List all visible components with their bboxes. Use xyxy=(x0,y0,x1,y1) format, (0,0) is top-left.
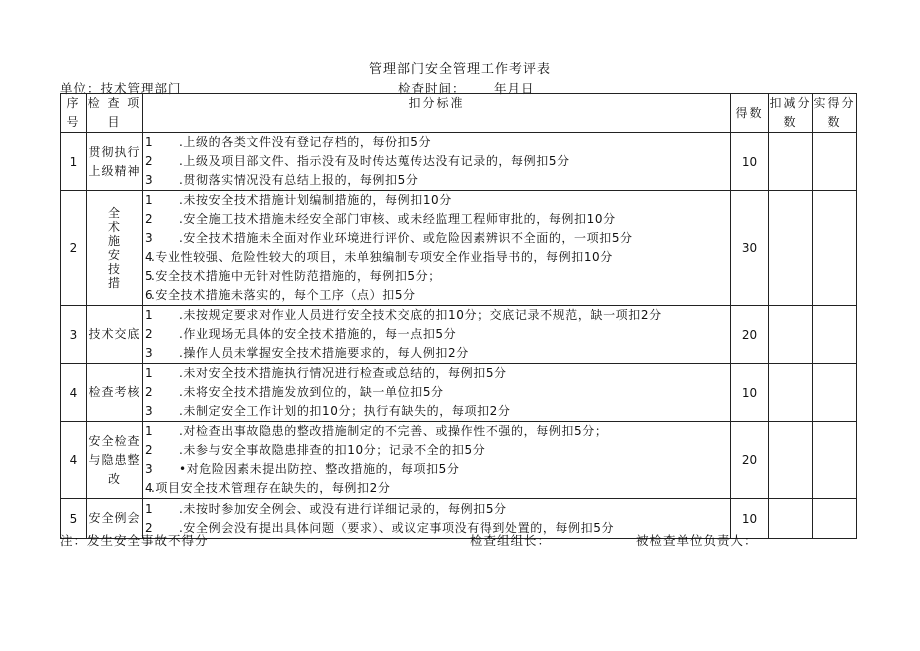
criterion-text: .未制定安全工作计划的扣10分；执行有缺失的，每项扣2分 xyxy=(179,404,511,418)
criterion-text: .安全例会没有提出具体问题（要求）、或议定事项没有得到处置的，每例扣5分 xyxy=(179,520,615,535)
row-deduct-cell xyxy=(769,422,813,499)
criterion xyxy=(143,267,730,286)
criterion-number: 4 xyxy=(145,250,154,264)
criterion-number: 3 xyxy=(145,462,154,476)
criterion xyxy=(143,133,730,152)
criterion-number: 3 xyxy=(145,346,154,360)
criterion-number: 3 xyxy=(145,173,154,187)
check-time-label: 检查时间： xyxy=(398,81,466,96)
row-criteria xyxy=(143,306,731,364)
criterion-number: 2 xyxy=(145,327,154,341)
criterion-text: .未将安全技术措施发放到位的，缺一单位扣5分 xyxy=(179,385,444,399)
criterion xyxy=(143,210,730,229)
criterion-text: .上级及项目部文件、指示没有及时传达蒐传达没有记录的，每例扣5分 xyxy=(179,154,570,168)
row-item: 技术交底 xyxy=(87,306,143,364)
footer-responsible: 被检查单位负责人： xyxy=(636,533,758,548)
criterion-text: .安全技术措施未落实的，每个工序（点）扣5分 xyxy=(151,288,416,302)
criterion xyxy=(143,171,730,190)
criterion-number: 4 xyxy=(145,481,154,495)
criterion-text: .未按规定要求对作业人员进行安全技术交底的扣10分；交底记录不规范，缺一项扣2分 xyxy=(179,308,662,322)
footer-inspector: 检查组组长： xyxy=(470,533,552,548)
row-score: 10 xyxy=(731,364,769,422)
col-header-criteria: 扣分标准 xyxy=(143,94,731,133)
criterion xyxy=(143,306,730,325)
criterion-text: .未按安全技术措施计划编制措施的，每例扣10分 xyxy=(179,193,452,207)
row-criteria xyxy=(143,364,731,422)
table-row xyxy=(61,364,857,422)
criterion-text: .对检查出事故隐患的整改措施制定的不完善、或操作性不强的，每例扣5分； xyxy=(179,424,608,438)
criterion-number: 1 xyxy=(145,135,154,149)
row-score: 30 xyxy=(731,191,769,306)
criterion-text: .贯彻落实情况没有总结上报的，每例扣5分 xyxy=(179,173,419,187)
row-item: 检查考核 xyxy=(87,364,143,422)
row-item: 安全例会 xyxy=(87,499,143,539)
row-actual-cell xyxy=(813,191,857,306)
row-index: 4 xyxy=(61,422,87,499)
col-header-deduct: 扣减分数 xyxy=(769,94,813,133)
row-item: 安全检查与隐患整改 xyxy=(87,422,143,499)
table-row xyxy=(61,306,857,364)
criterion-number: 2 xyxy=(145,520,154,535)
criterion xyxy=(143,479,730,498)
row-actual-cell xyxy=(813,422,857,499)
criterion-number: 2 xyxy=(145,385,154,399)
criterion xyxy=(143,325,730,344)
criterion-text: .专业性较强、危险性较大的项目，未单独编制专项安全作业指导书的，每例扣10分 xyxy=(151,250,613,264)
criterion-number: 3 xyxy=(145,404,154,418)
row-criteria xyxy=(143,191,731,306)
criterion-text: •对危险因素未提出防控、整改措施的，每项扣5分 xyxy=(179,462,460,476)
row-criteria xyxy=(143,133,731,191)
criterion xyxy=(143,364,730,383)
criterion xyxy=(143,383,730,402)
row-deduct-cell xyxy=(769,364,813,422)
row-deduct-cell xyxy=(769,191,813,306)
criterion-number: 2 xyxy=(145,443,154,457)
unit-label: 单位：技术管理部门 xyxy=(60,81,182,96)
row-index: 4 xyxy=(61,364,87,422)
criterion xyxy=(143,248,730,267)
col-header-actual: 实得分数 xyxy=(813,94,857,133)
row-deduct-cell xyxy=(769,133,813,191)
row-actual-cell xyxy=(813,133,857,191)
criterion-number: 6 xyxy=(145,288,154,302)
criterion-number: 1 xyxy=(145,308,154,322)
row-criteria xyxy=(143,422,731,499)
row-score: 10 xyxy=(731,133,769,191)
criterion-number: 1 xyxy=(145,424,154,438)
col-header-index: 序号 xyxy=(61,94,87,133)
row-score: 20 xyxy=(731,306,769,364)
table-row xyxy=(61,191,857,306)
criterion-text: .安全技术措施中无针对性防范措施的，每例扣5分； xyxy=(151,269,441,283)
criterion xyxy=(143,500,730,519)
date-label: 年月日 xyxy=(494,81,535,96)
criterion-text: .上级的各类文件没有登记存档的，每份扣5分 xyxy=(179,135,432,149)
col-header-score: 得数 xyxy=(731,94,769,133)
row-actual-cell xyxy=(813,306,857,364)
footer-note: 注：发生安全事故不得分 xyxy=(60,533,209,548)
criterion xyxy=(143,422,730,441)
criterion xyxy=(143,344,730,363)
criterion xyxy=(143,152,730,171)
criterion-number: 1 xyxy=(145,366,154,380)
row-score: 10 xyxy=(731,499,769,539)
criterion xyxy=(143,191,730,210)
row-index: 1 xyxy=(61,133,87,191)
criterion-number: 5 xyxy=(145,269,154,283)
criterion-number: 3 xyxy=(145,231,154,245)
row-item: 贯彻执行上级精神 xyxy=(87,133,143,191)
row-index: 3 xyxy=(61,306,87,364)
row-index: 2 xyxy=(61,191,87,306)
row-score: 20 xyxy=(731,422,769,499)
criterion-text: .未对安全技术措施执行情况进行检查或总结的，每例扣5分 xyxy=(179,366,507,380)
row-item: 全术施安技措 xyxy=(87,191,143,306)
table-row xyxy=(61,422,857,499)
criterion-text: .项目安全技术管理存在缺失的，每例扣2分 xyxy=(151,481,391,495)
criterion-text: .未按时参加安全例会、或没有进行详细记录的，每例扣5分 xyxy=(179,501,507,516)
criterion-number: 1 xyxy=(145,193,154,207)
criterion-text: .未参与安全事故隐患排查的扣10分；记录不全的扣5分 xyxy=(179,443,486,457)
col-header-item: 检 查 项目 xyxy=(87,94,143,133)
criterion xyxy=(143,441,730,460)
criterion-text: .安全技术措施未全面对作业环境进行评价、或危险因素辨识不全面的，一项扣5分 xyxy=(179,231,633,245)
row-actual-cell xyxy=(813,499,857,539)
evaluation-table xyxy=(60,93,857,539)
criterion-text: .作业现场无具体的安全技术措施的，每一点扣5分 xyxy=(179,327,457,341)
header-row xyxy=(61,94,857,133)
criterion xyxy=(143,229,730,248)
criterion-number: 1 xyxy=(145,501,154,516)
criterion xyxy=(143,402,730,421)
table-row xyxy=(61,133,857,191)
criterion xyxy=(143,286,730,305)
criterion xyxy=(143,460,730,479)
row-deduct-cell xyxy=(769,306,813,364)
criterion-text: .安全施工技术措施未经安全部门审核、或未经监理工程师审批的，每例扣10分 xyxy=(179,212,616,226)
page-title: 管理部门安全管理工作考评表 xyxy=(368,62,551,77)
criterion-number: 2 xyxy=(145,212,154,226)
criterion-text: .操作人员未掌握安全技术措施要求的，每人例扣2分 xyxy=(179,346,469,360)
row-actual-cell xyxy=(813,364,857,422)
row-index: 5 xyxy=(61,499,87,539)
criterion-number: 2 xyxy=(145,154,154,168)
row-deduct-cell xyxy=(769,499,813,539)
